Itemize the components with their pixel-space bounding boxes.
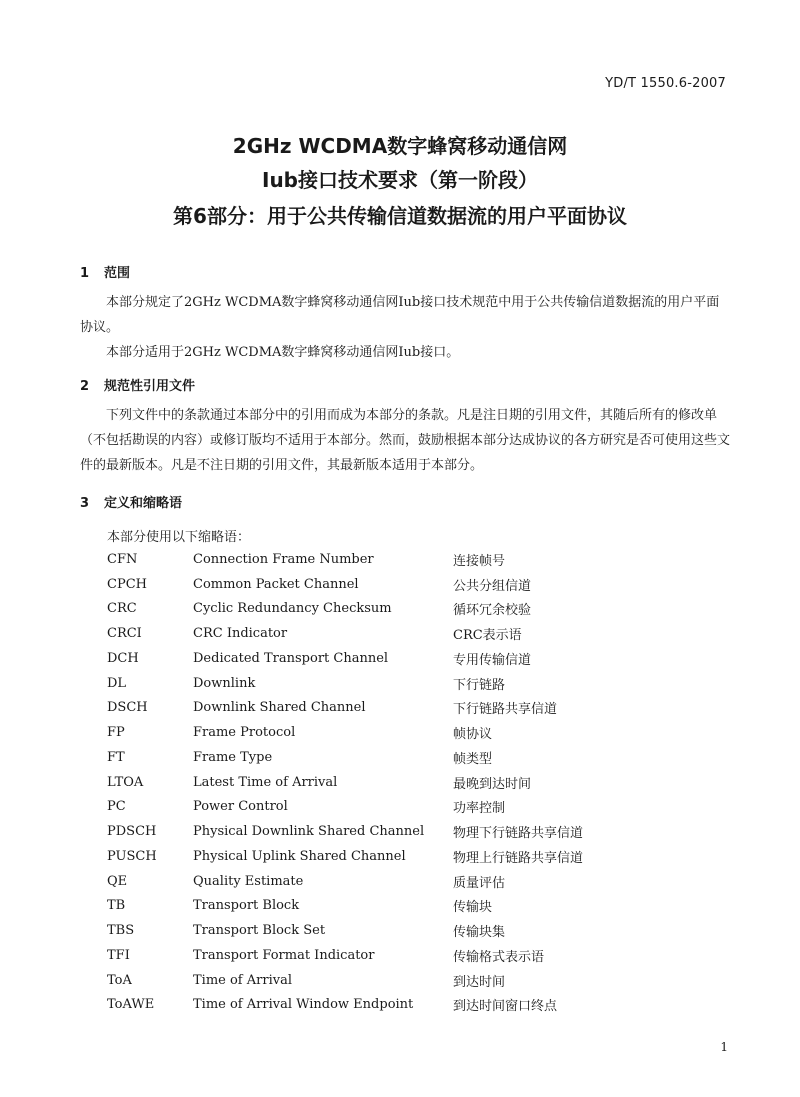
table-row xyxy=(107,547,653,572)
table-row xyxy=(107,770,653,795)
english-term-cell: Transport Block Set xyxy=(193,923,326,939)
abbreviation-cell: DSCH xyxy=(107,700,148,716)
english-term-cell: Downlink Shared Channel xyxy=(193,700,366,716)
chinese-term-cell: 物理上行链路共享信道 xyxy=(453,850,584,866)
abbreviation-cell: LTOA xyxy=(107,774,144,790)
chinese-term-cell: 帧类型 xyxy=(453,751,493,767)
english-term-cell: Dedicated Transport Channel xyxy=(193,650,389,666)
abbreviation-cell: CRC xyxy=(107,601,137,617)
english-term-cell: Transport Format Indicator xyxy=(193,947,375,963)
table-row xyxy=(107,696,653,721)
normative-paragraph: 下列文件中的条款通过本部分中的引用而成为本部分的条款。凡是注日期的引用文件，其随后所有的修改单（不包括勘误的内容）或修订版均不适用于本部分。然而，鼓励根据本部分达成协议的各方研究是否可使用这些文件的最新版本。凡是不注日期的引用文件，其最新版本适用于本部分。 xyxy=(80,408,731,473)
table-row xyxy=(107,621,653,646)
section-1-heading xyxy=(80,262,130,281)
section-number: 3 xyxy=(80,496,90,511)
chinese-term-cell: 连接帧号 xyxy=(453,553,506,569)
section-title: 规范性引用文件 xyxy=(104,379,196,394)
table-row xyxy=(107,720,653,745)
table-row xyxy=(107,646,653,671)
english-term-cell: Quality Estimate xyxy=(193,873,304,889)
table-row xyxy=(107,671,653,696)
section-title: 范围 xyxy=(104,266,131,281)
abbreviation-cell: TFI xyxy=(107,947,130,963)
abbreviation-cell: CRCI xyxy=(107,626,142,642)
table-row xyxy=(107,795,653,820)
chinese-term-cell: 最晚到达时间 xyxy=(453,776,532,792)
english-term-cell: Time of Arrival xyxy=(193,972,292,988)
abbreviation-cell: PUSCH xyxy=(107,848,157,864)
chinese-term-cell: 到达时间 xyxy=(453,974,506,990)
english-term-cell: Frame Type xyxy=(193,749,273,765)
table-row xyxy=(107,819,653,844)
section-number: 1 xyxy=(80,266,90,281)
chinese-term-cell: 质量评估 xyxy=(453,875,506,891)
english-term-cell: Time of Arrival Window Endpoint xyxy=(193,997,414,1013)
chinese-term-cell: 物理下行链路共享信道 xyxy=(453,826,584,842)
chinese-term-cell: 公共分组信道 xyxy=(453,578,532,594)
title-line-3: 第6部分：用于公共传输信道数据流的用户平面协议 xyxy=(173,204,627,228)
chinese-term-cell: 传输块 xyxy=(453,900,493,916)
section-title: 定义和缩略语 xyxy=(104,496,183,511)
chinese-term-cell: 下行链路 xyxy=(453,677,506,693)
abbreviation-cell: DL xyxy=(107,675,127,691)
english-term-cell: Latest Time of Arrival xyxy=(193,774,338,790)
abbreviation-cell: TB xyxy=(107,898,126,914)
abbreviation-cell: CPCH xyxy=(107,576,147,592)
abbreviation-cell: CFN xyxy=(107,551,138,567)
chinese-term-cell: 传输块集 xyxy=(453,925,506,941)
table-row xyxy=(107,869,653,894)
english-term-cell: CRC Indicator xyxy=(193,626,288,642)
table-row xyxy=(107,572,653,597)
scope-paragraph-2: 本部分适用于2GHz WCDMA数字蜂窝移动通信网Iub接口。 xyxy=(106,345,460,360)
english-term-cell: Cyclic Redundancy Checksum xyxy=(193,601,392,617)
chinese-term-cell: 传输格式表示语 xyxy=(453,949,545,965)
chinese-term-cell: 专用传输信道 xyxy=(453,652,532,668)
chinese-term-cell: 功率控制 xyxy=(453,801,506,817)
table-row xyxy=(107,943,653,968)
chinese-term-cell: 循环冗余校验 xyxy=(453,603,532,619)
chinese-term-cell: CRC表示语 xyxy=(453,628,522,644)
english-term-cell: Common Packet Channel xyxy=(193,576,359,592)
english-term-cell: Transport Block xyxy=(193,898,300,914)
table-row xyxy=(107,745,653,770)
abbreviation-cell: ToAWE xyxy=(107,997,155,1013)
table-row xyxy=(107,597,653,622)
abbreviations-intro: 本部分使用以下缩略语： xyxy=(107,530,251,545)
page-number: 1 xyxy=(720,1040,728,1054)
abbreviation-cell: PC xyxy=(107,799,126,815)
english-term-cell: Downlink xyxy=(193,675,256,691)
abbreviation-cell: TBS xyxy=(107,923,135,939)
abbreviation-cell: FP xyxy=(107,725,125,741)
abbreviations-table xyxy=(107,547,653,1017)
chinese-term-cell: 下行链路共享信道 xyxy=(453,702,558,718)
english-term-cell: Connection Frame Number xyxy=(193,551,374,567)
abbreviation-cell: DCH xyxy=(107,650,139,666)
table-row xyxy=(107,968,653,993)
table-row xyxy=(107,993,653,1018)
chinese-term-cell: 帧协议 xyxy=(453,727,493,743)
abbreviation-cell: PDSCH xyxy=(107,824,157,840)
english-term-cell: Power Control xyxy=(193,799,288,815)
table-row xyxy=(107,918,653,943)
scope-paragraph-1: 本部分规定了2GHz WCDMA数字蜂窝移动通信网Iub接口技术规范中用于公共传输信道数据流的用户平面协议。 xyxy=(80,295,720,335)
abbreviation-cell: FT xyxy=(107,749,125,765)
english-term-cell: Frame Protocol xyxy=(193,725,296,741)
table-row xyxy=(107,844,653,869)
english-term-cell: Physical Downlink Shared Channel xyxy=(193,824,425,840)
table-row xyxy=(107,894,653,919)
section-3-heading xyxy=(80,492,182,511)
section-2-heading xyxy=(80,375,195,394)
chinese-term-cell: 到达时间窗口终点 xyxy=(453,999,558,1015)
title-line-1: 2GHz WCDMA数字蜂窝移动通信网 xyxy=(232,134,568,158)
section-number: 2 xyxy=(80,379,90,394)
standard-code: YD/T 1550.6-2007 xyxy=(605,76,726,91)
abbreviation-cell: ToA xyxy=(107,972,132,988)
english-term-cell: Physical Uplink Shared Channel xyxy=(193,848,406,864)
abbreviation-cell: QE xyxy=(107,873,128,889)
title-line-2: Iub接口技术要求（第一阶段） xyxy=(262,168,538,192)
